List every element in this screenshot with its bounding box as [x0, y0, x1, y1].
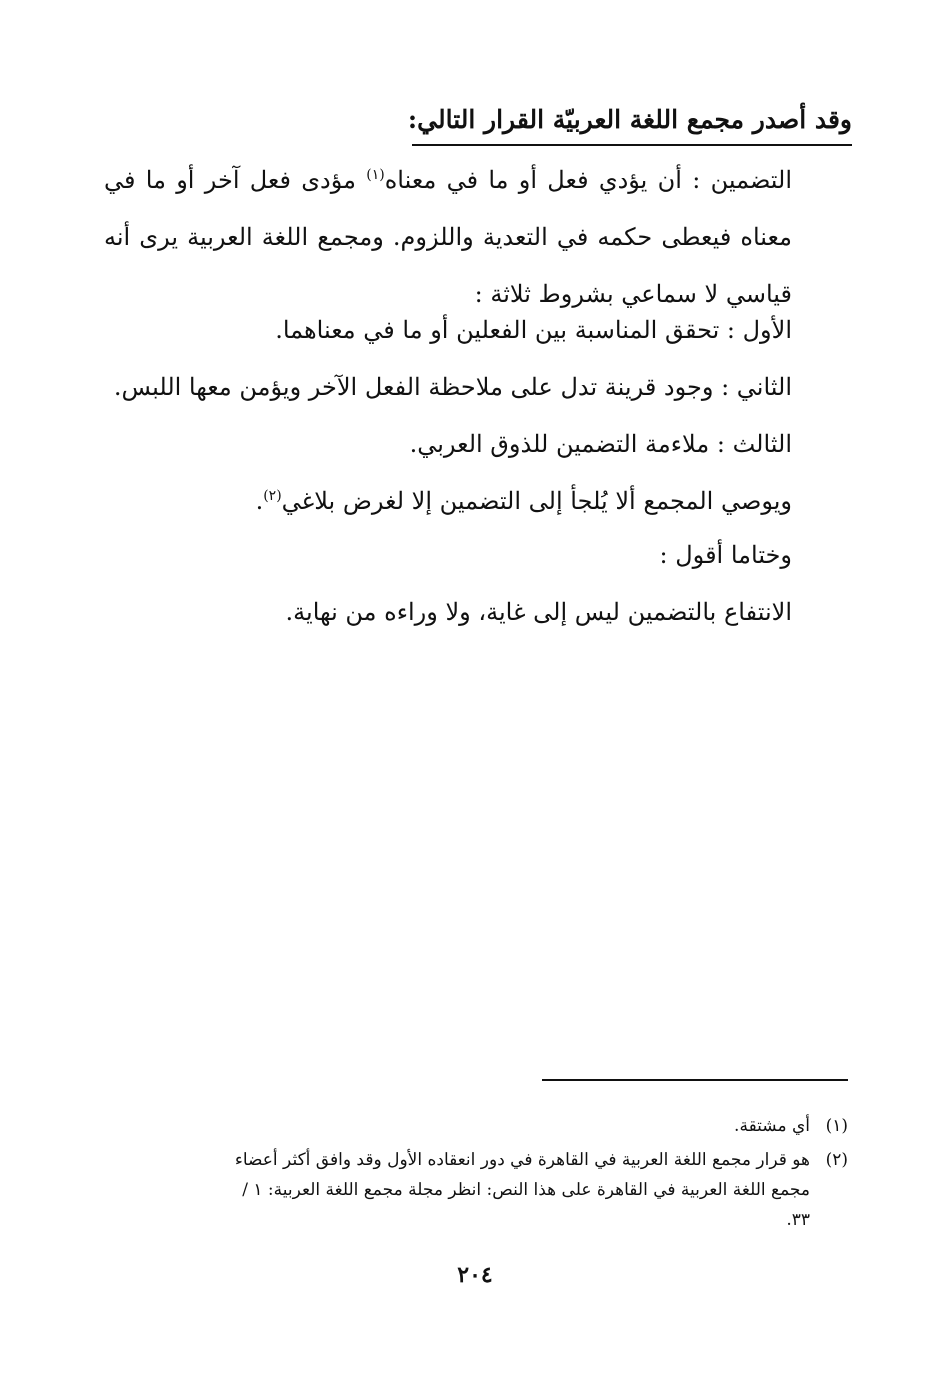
page-number: ٢٠٤: [457, 1262, 493, 1288]
condition-first: الأول : تحقق المناسبة بين الفعلين أو ما في معناهما.: [275, 316, 792, 344]
footnote-2-line-1: [100, 1145, 848, 1175]
closing-label: وختاما أقول :: [659, 541, 792, 569]
footnote-ref-2: (٢): [263, 488, 282, 504]
footnote-2-number: (٢): [825, 1150, 848, 1170]
footnote-1-text: أي مشتقة.: [734, 1116, 810, 1136]
footnote-2: [100, 1145, 848, 1235]
footnote-2-text-1: هو قرار مجمع اللغة العربية في القاهرة في دور انعقاده الأول وقد وافق أكثر أعضاء: [234, 1150, 810, 1170]
footnote-2-line-2: مجمع اللغة العربية في القاهرة على هذا النص: انظر مجلة مجمع اللغة العربية: ١ /: [242, 1180, 810, 1200]
footnote-separator: [542, 1079, 848, 1081]
footnote-1-number: (١): [825, 1116, 848, 1136]
definition-text: [104, 152, 852, 323]
footnote-1: [100, 1111, 848, 1141]
footnote-2-line-3: ٣٣.: [786, 1210, 810, 1230]
definition-paragraph: [104, 152, 852, 323]
recommendation-end: .: [255, 487, 264, 515]
footnote-ref-1: (١): [366, 167, 385, 183]
recommendation-text: ويوصي المجمع ألا يُلجأ إلى التضمين إلا لغرض بلاغي: [281, 487, 792, 515]
closing-statement: الانتفاع بالتضمين ليس إلى غاية، ولا وراءه من نهاية.: [285, 598, 792, 626]
condition-second: الثاني : وجود قرينة تدل على ملاحظة الفعل الآخر ويؤمن معها اللبس.: [113, 373, 792, 401]
definition-lead: التضمين : أن يؤدي فعل أو ما في معناه: [384, 166, 792, 194]
section-heading: وقد أصدر مجمع اللغة العربيّة القرار التالي:: [407, 105, 852, 134]
definition-rest: مؤدى فعل آخر أو ما في معناه فيعطى حكمه في التعدية واللزوم. ومجمع اللغة العربية يرى أنه قياسي لا سماعي بشروط ثلاثة :: [104, 166, 792, 308]
recommendation-line: [92, 481, 792, 521]
heading-underline: [412, 144, 852, 146]
condition-third: الثالث : ملاءمة التضمين للذوق العربي.: [409, 430, 792, 458]
